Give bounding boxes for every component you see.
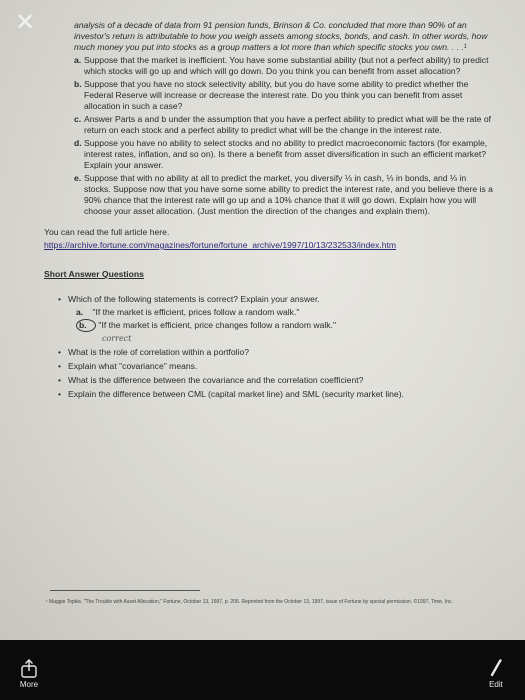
option-item (68, 307, 510, 318)
item-letter: b. (74, 79, 82, 89)
option-text: "If the market is efficient, prices follow a random walk." (92, 307, 300, 317)
bullet-icon: • (58, 361, 62, 371)
list-item (40, 375, 510, 386)
footnote-divider (50, 590, 200, 591)
item-text: Suppose that you have no stock selectivity ability, but you do have some ability to predict whether the Federal Reserve will increase or decrease the interest rate. Do you think you can benefit from asset allocation in such a case? (84, 79, 469, 111)
option-letter: a. (76, 307, 84, 317)
handwritten-note: correct (102, 334, 132, 343)
bullet-icon: • (58, 389, 62, 399)
section-heading: Short Answer Questions (44, 269, 144, 279)
more-label: More (19, 680, 39, 689)
article-link[interactable]: https://archive.fortune.com/magazines/fortune/fortune_archive/1997/10/13/232533/index.htm (44, 240, 397, 250)
item-letter: a. (74, 55, 82, 65)
item-text: Suppose that the market is inefficient. You have some substantial ability (but not a perfect ability) to predict which stocks will go up and which will go down. Do you think you can benefit from asset allocation? (84, 55, 489, 76)
option-item (68, 319, 510, 332)
pencil-icon (486, 658, 506, 678)
item-text: Suppose that with no ability at all to predict the market, you diversify ⅓ in cash, ⅓ in bonds, and ⅓ in stocks. Suppose now that you have some some ability to predict the interest rate, and you believe there is a 90% chance that the interest rate will go up and a 10% chance that it will go down. Explain how you will choose your asset allocation. (Just mention the direction of the changes and explain them). (84, 173, 493, 216)
question-text: Explain what "covariance" means. (68, 361, 198, 371)
item-text: Answer Parts a and b under the assumption that you have a perfect ability to predict what will be the rate of return on each stock and a perfect ability to predict what will be the change in the interest rate. (84, 114, 491, 135)
list-item (40, 114, 510, 136)
bottom-toolbar (0, 640, 525, 700)
bullet-icon: • (58, 347, 62, 357)
item-letter: c. (74, 114, 82, 124)
item-text: Suppose you have no ability to select stocks and no ability to predict macroeconomic factors (for example, interest rates, inflation, and so on). Is there a benefit from asset diversification in such an efficient market? Explain your answer. (84, 138, 488, 170)
list-item (40, 389, 510, 400)
list-item (40, 347, 510, 358)
option-letter-circled: b. (76, 319, 96, 332)
more-button[interactable] (14, 658, 44, 689)
list-item (40, 79, 510, 112)
list-item (40, 361, 510, 372)
read-article-text: You can read the full article here. (44, 227, 170, 237)
question-text: What is the role of correlation within a portfolio? (68, 347, 250, 357)
question-list (40, 55, 510, 217)
list-item (40, 173, 510, 217)
item-letter: d. (74, 138, 82, 148)
question-text: What is the difference between the covariance and the correlation coefficient? (68, 375, 364, 385)
document-page (40, 20, 510, 605)
option-list (68, 307, 510, 332)
option-text: "If the market is efficient, price changes follow a random walk." (98, 320, 336, 330)
close-icon[interactable]: ✕ (14, 9, 36, 36)
item-letter: e. (74, 173, 82, 183)
footnote-text: ¹ Maggie Topkis, "The Trouble with Asset Allocation," Fortune, October 13, 1997, p. 206. Reprinted from the October 13, 1997, issue of Fortune by special permission. ©1997, Time, Inc. (46, 599, 453, 605)
share-icon (19, 658, 39, 678)
question-text: Explain the difference between CML (capital market line) and SML (security market line). (68, 389, 404, 399)
intro-paragraph: analysis of a decade of data from 91 pension funds, Brinson & Co. concluded that more than 90% of an investor's return is attributable to how you weigh assets among stocks, bonds, and cash. In other words, how much money you put into stocks as a group matters a lot more than which specific stocks you own. . . .¹ (74, 20, 488, 52)
list-item (40, 55, 510, 77)
bullet-icon: • (58, 375, 62, 385)
bullet-icon: • (58, 294, 62, 304)
list-item (40, 138, 510, 171)
edit-button[interactable] (481, 658, 511, 689)
list-item (40, 294, 510, 344)
short-answer-list (40, 294, 510, 400)
question-text: Which of the following statements is correct? Explain your answer. (68, 294, 320, 304)
edit-label: Edit (489, 680, 503, 689)
